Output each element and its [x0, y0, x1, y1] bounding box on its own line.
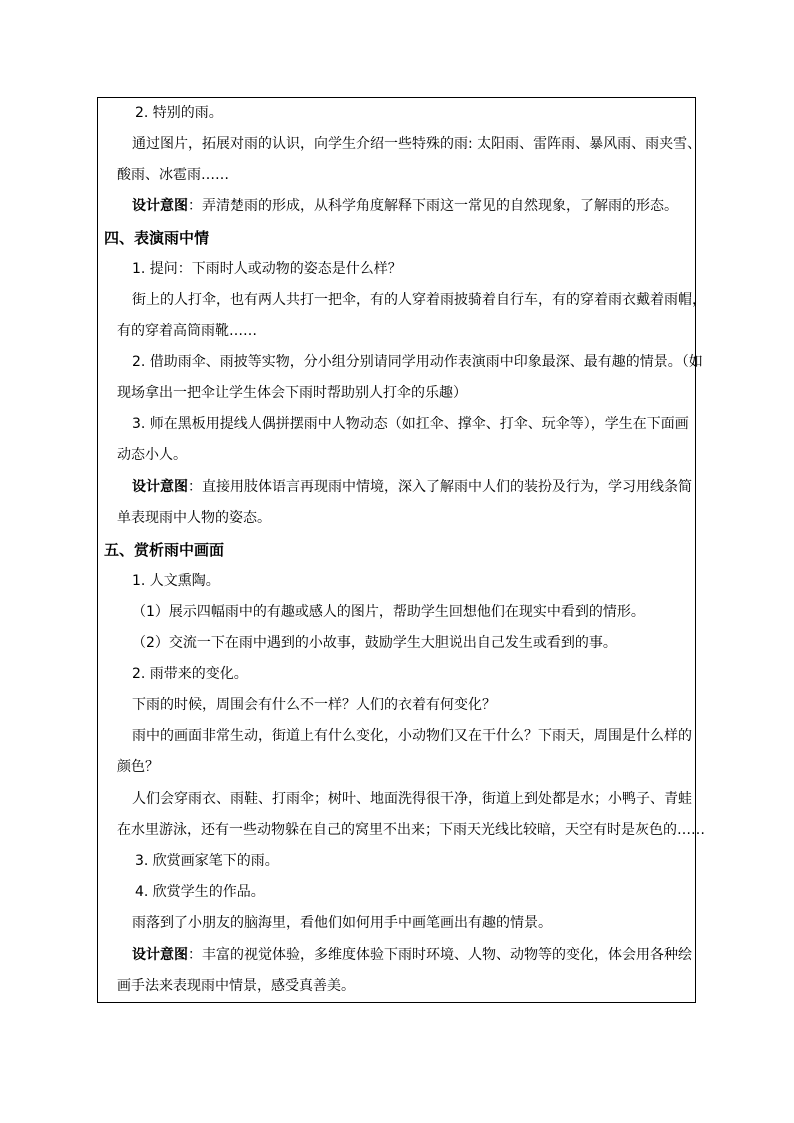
- design-intent: [132, 945, 692, 965]
- design-intent-label: 设计意图: [132, 947, 188, 963]
- item-culture: 1. 人文熏陶。: [132, 573, 220, 589]
- item-special-rain: 2. 特别的雨。: [135, 105, 223, 121]
- item-painters: 3. 欣赏画家笔下的雨。: [135, 853, 279, 869]
- paragraph-cont: 有的穿着高筒雨靴……: [117, 323, 257, 339]
- item-student-works: 4. 欣赏学生的作品。: [135, 884, 265, 900]
- item-changes: 2. 雨带来的变化。: [132, 666, 248, 682]
- paragraph-cont: 现场拿出一把伞让学生体会下雨时帮助别人打伞的乐趣）: [117, 385, 467, 401]
- paragraph: 雨中的画面非常生动，街道上有什么变化，小动物们又在干什么？下雨天，周围是什么样的: [132, 728, 692, 744]
- section-heading-4: 四、表演雨中情: [104, 229, 210, 247]
- section-heading-5: 五、赏析雨中画面: [104, 541, 225, 559]
- paragraph-cont: 动态小人。: [117, 447, 187, 463]
- paragraph-cont: 单表现雨中人物的姿态。: [117, 510, 271, 526]
- paragraph: 街上的人打伞，也有两人共打一把伞，有的人穿着雨披骑着自行车，有的穿着雨衣戴着雨帽，: [132, 292, 706, 308]
- design-intent: [132, 196, 678, 216]
- design-intent-text: ：弄清楚雨的形成，从科学角度解释下雨这一常见的自然现象，了解雨的形态。: [188, 198, 678, 214]
- design-intent-label: 设计意图: [132, 479, 188, 495]
- subitem-2: （2）交流一下在雨中遇到的小故事，鼓励学生大胆说出自己发生或看到的事。: [132, 635, 617, 651]
- paragraph-cont: 在水里游泳，还有一些动物躲在自己的窝里不出来；下雨天光线比较暗，天空有时是灰色的……: [117, 822, 705, 838]
- paragraph-cont: 酸雨、冰雹雨……: [117, 167, 229, 183]
- paragraph: 通过图片，拓展对雨的认识，向学生介绍一些特殊的雨: 太阳雨、雷阵雨、暴风雨、雨夹雪、: [132, 136, 702, 152]
- design-intent-label: 设计意图: [132, 198, 188, 214]
- item-puppets: 3. 师在黑板用提线人偶拼摆雨中人物动态（如扛伞、撑伞、打伞、玩伞等），学生在下面画: [132, 416, 689, 432]
- design-intent-text: ：丰富的视觉体验，多维度体验下雨时环境、人物、动物等的变化，体会用各种绘: [188, 947, 692, 963]
- paragraph-cont: 颜色？: [117, 759, 159, 775]
- design-intent-text: ：直接用肢体语言再现雨中情境，深入了解雨中人们的装扮及行为，学习用线条简: [188, 479, 692, 495]
- paragraph: 下雨的时候，周围会有什么不一样？人们的衣着有何变化？: [132, 697, 496, 713]
- item-props: 2. 借助雨伞、雨披等实物，分小组分别请同学用动作表演雨中印象最深、最有趣的情景。（如: [132, 354, 703, 370]
- item-question: 1. 提问：下雨时人或动物的姿态是什么样？: [132, 261, 402, 277]
- paragraph: 雨落到了小朋友的脑海里，看他们如何用手中画笔画出有趣的情景。: [132, 915, 552, 931]
- paragraph: 人们会穿雨衣、雨鞋、打雨伞；树叶、地面洗得很干净，街道上到处都是水；小鸭子、青蛙: [132, 791, 692, 807]
- paragraph-cont: 画手法来表现雨中情景，感受真善美。: [117, 978, 355, 994]
- subitem-1: （1）展示四幅雨中的有趣或感人的图片，帮助学生回想他们在现实中看到的情形。: [132, 604, 645, 620]
- design-intent: [132, 477, 692, 497]
